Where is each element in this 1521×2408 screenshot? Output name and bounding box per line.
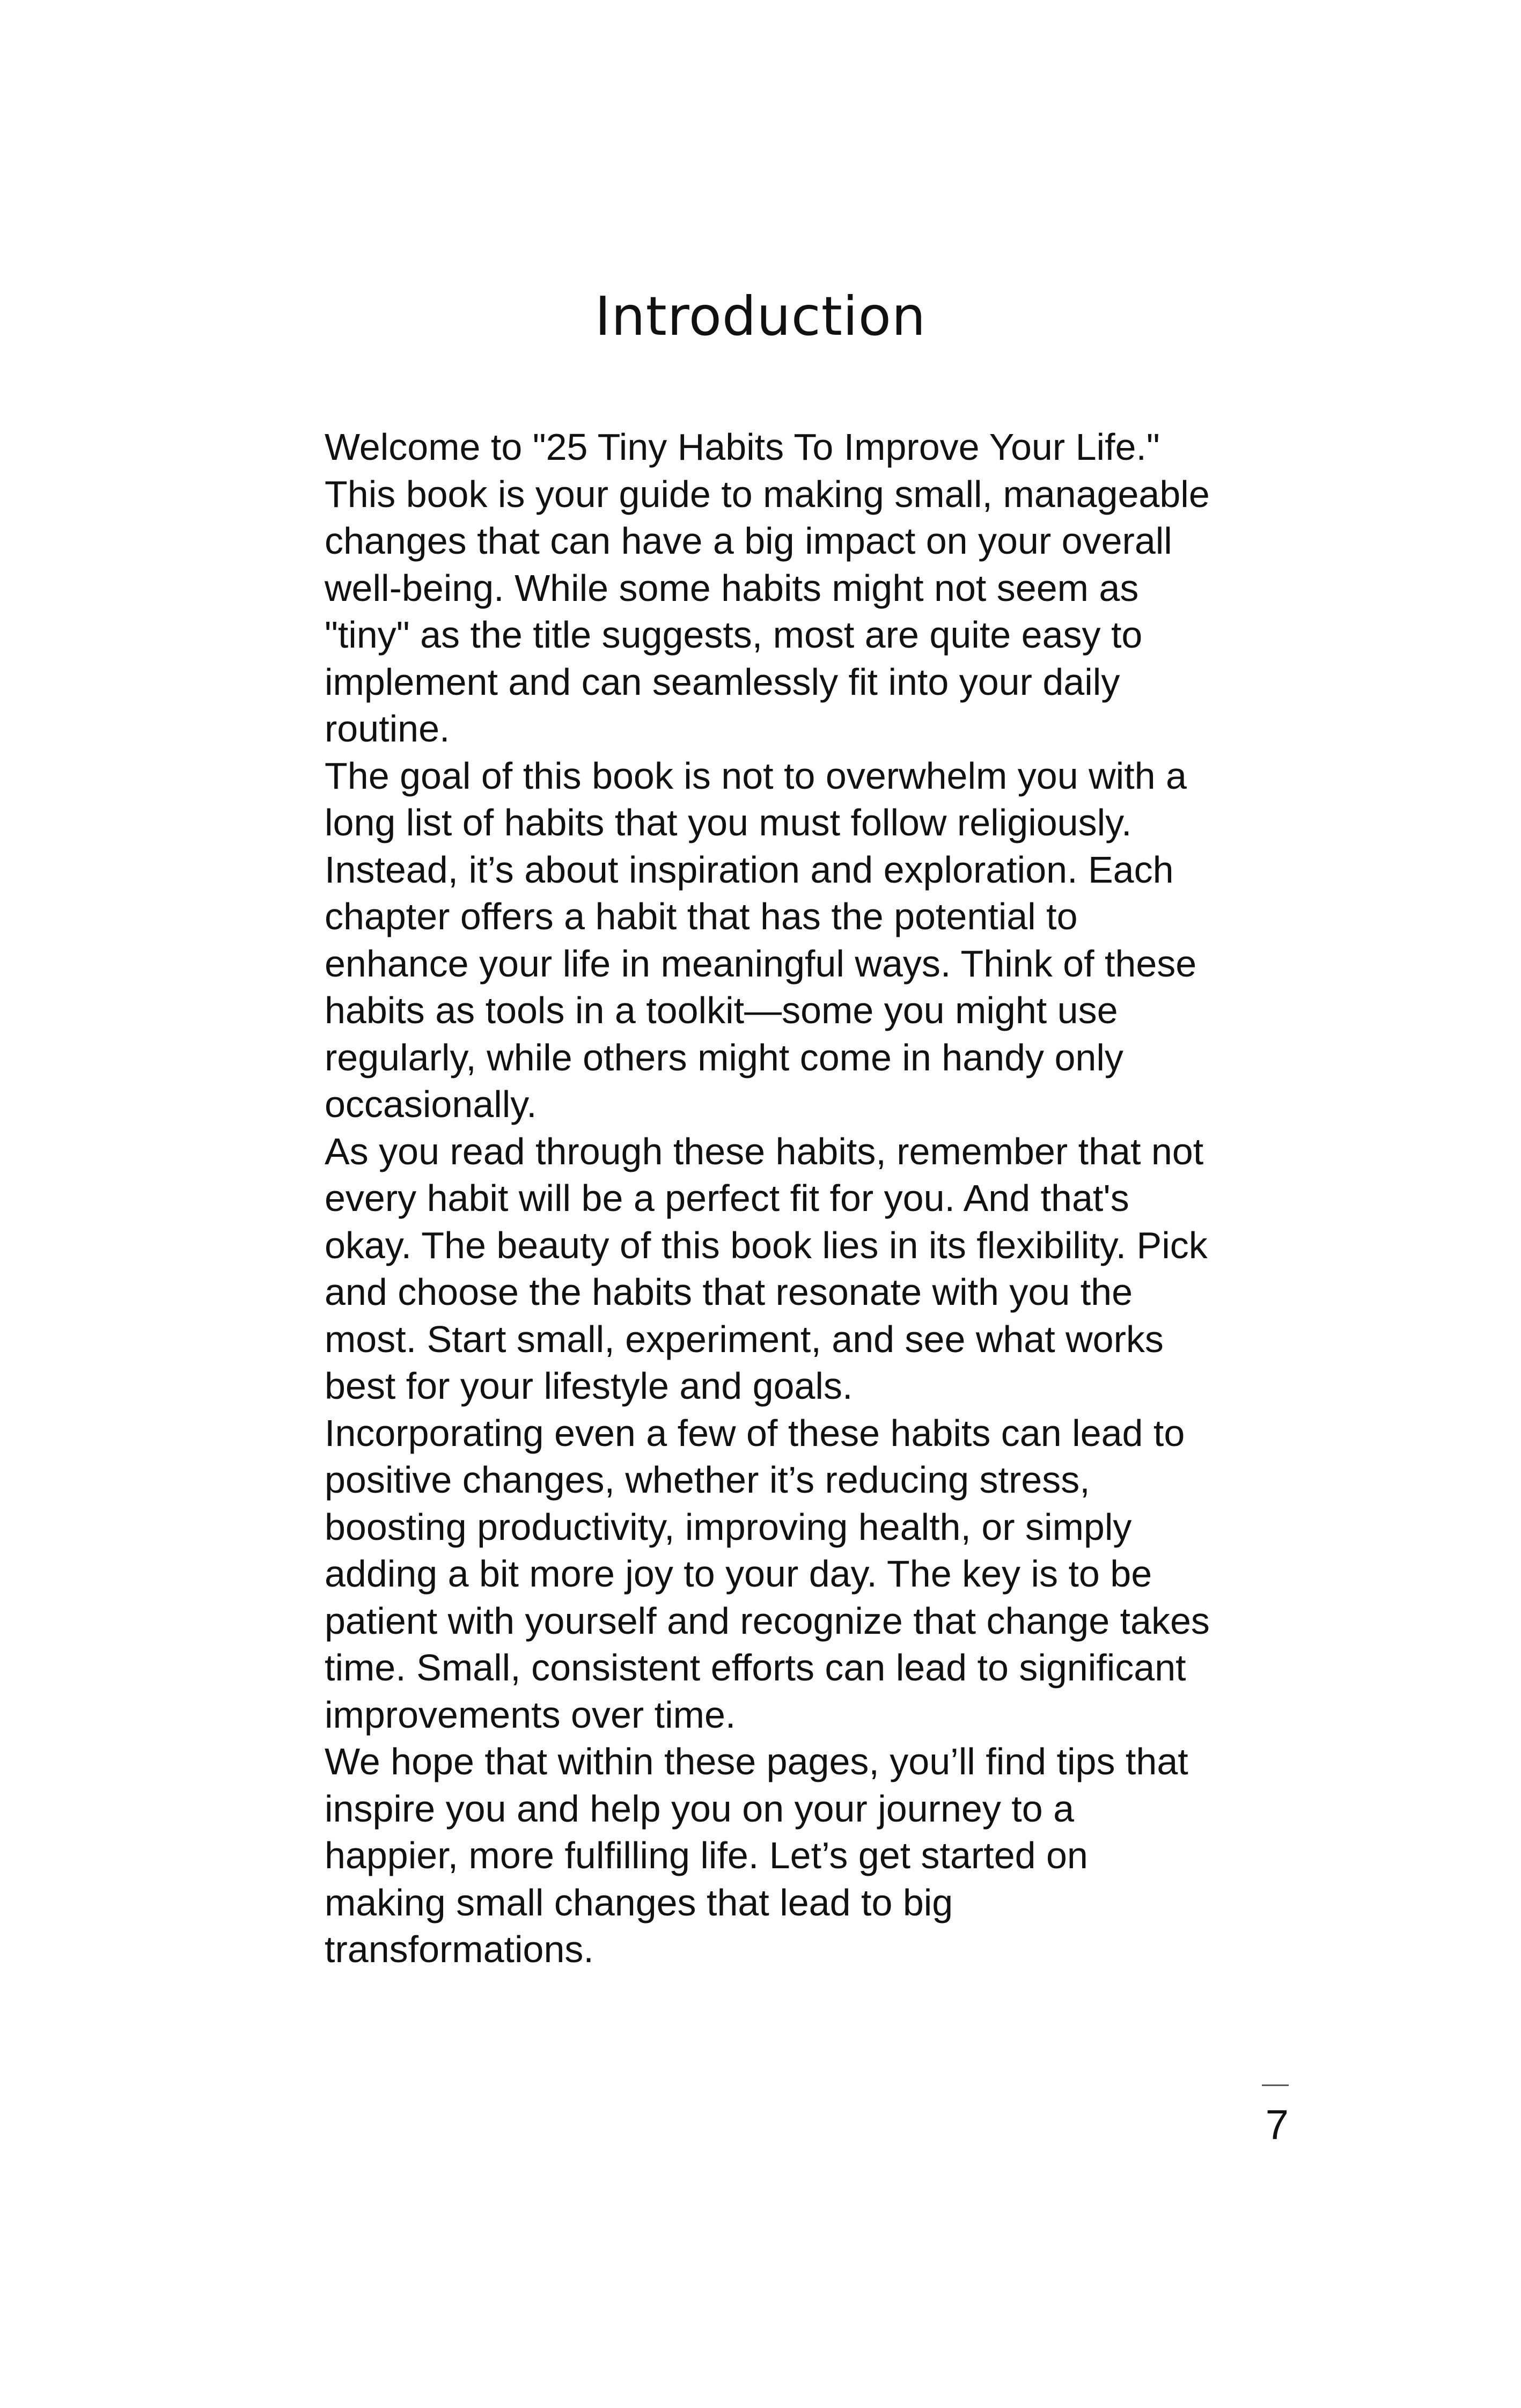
text-line: Welcome to "25 Tiny Habits To Improve Your Life." (325, 426, 1160, 468)
text-line: "tiny" as the title suggests, most are quite easy to (325, 614, 1143, 656)
text-line: The goal of this book is not to overwhelm you with a (325, 754, 1187, 797)
text-line: chapter offers a habit that has the potential to (325, 895, 1078, 937)
text-line: most. Start small, experiment, and see what works (325, 1318, 1164, 1360)
text-line: changes that can have a big impact on your overall (325, 520, 1172, 562)
text-line: enhance your life in meaningful ways. Think of these (325, 942, 1197, 985)
text-line: well-being. While some habits might not seem as (325, 567, 1139, 609)
text-line: happier, more fulfilling life. Let’s get started on (325, 1834, 1088, 1876)
text-line: We hope that within these pages, you’ll find tips that (325, 1741, 1188, 1782)
text-line: implement and can seamlessly fit into your daily (325, 660, 1120, 703)
text-line: positive changes, whether it’s reducing stress, (325, 1459, 1090, 1501)
text-line: inspire you and help you on your journey to a (325, 1787, 1075, 1830)
text-line: Incorporating even a few of these habits can lead to (325, 1412, 1185, 1454)
text-line: and choose the habits that resonate with you the (325, 1271, 1133, 1313)
text-line: long list of habits that you must follow religiously. (325, 802, 1132, 843)
text-line: routine. (325, 708, 450, 750)
body-text (325, 424, 1312, 1973)
text-line: habits as tools in a toolkit—some you might use (325, 989, 1118, 1031)
text-line: patient with yourself and recognize that change takes (325, 1599, 1210, 1642)
text-line: occasionally. (325, 1083, 537, 1125)
text-line: improvements over time. (325, 1693, 736, 1736)
text-line: regularly, while others might come in handy only (325, 1036, 1123, 1078)
page-number-rule (1262, 2084, 1289, 2086)
text-line: making small changes that lead to big (325, 1881, 953, 1924)
text-line: boosting productivity, improving health, or simply (325, 1506, 1132, 1548)
text-line: transformations. (325, 1928, 594, 1970)
chapter-title: Introduction (594, 285, 927, 348)
page-number: 7 (1265, 2101, 1289, 2148)
text-line: every habit will be a perfect fit for you. And that's (325, 1177, 1129, 1219)
text-line: okay. The beauty of this book lies in its flexibility. Pick (325, 1224, 1208, 1266)
text-line: best for your lifestyle and goals. (325, 1365, 853, 1407)
text-line: Instead, it’s about inspiration and exploration. Each (325, 848, 1174, 891)
text-line: As you read through these habits, remember that not (325, 1130, 1204, 1172)
text-line: This book is your guide to making small, manageable (325, 473, 1210, 515)
text-line: time. Small, consistent efforts can lead to significant (325, 1647, 1186, 1688)
text-line: adding a bit more joy to your day. The key is to be (325, 1553, 1152, 1595)
